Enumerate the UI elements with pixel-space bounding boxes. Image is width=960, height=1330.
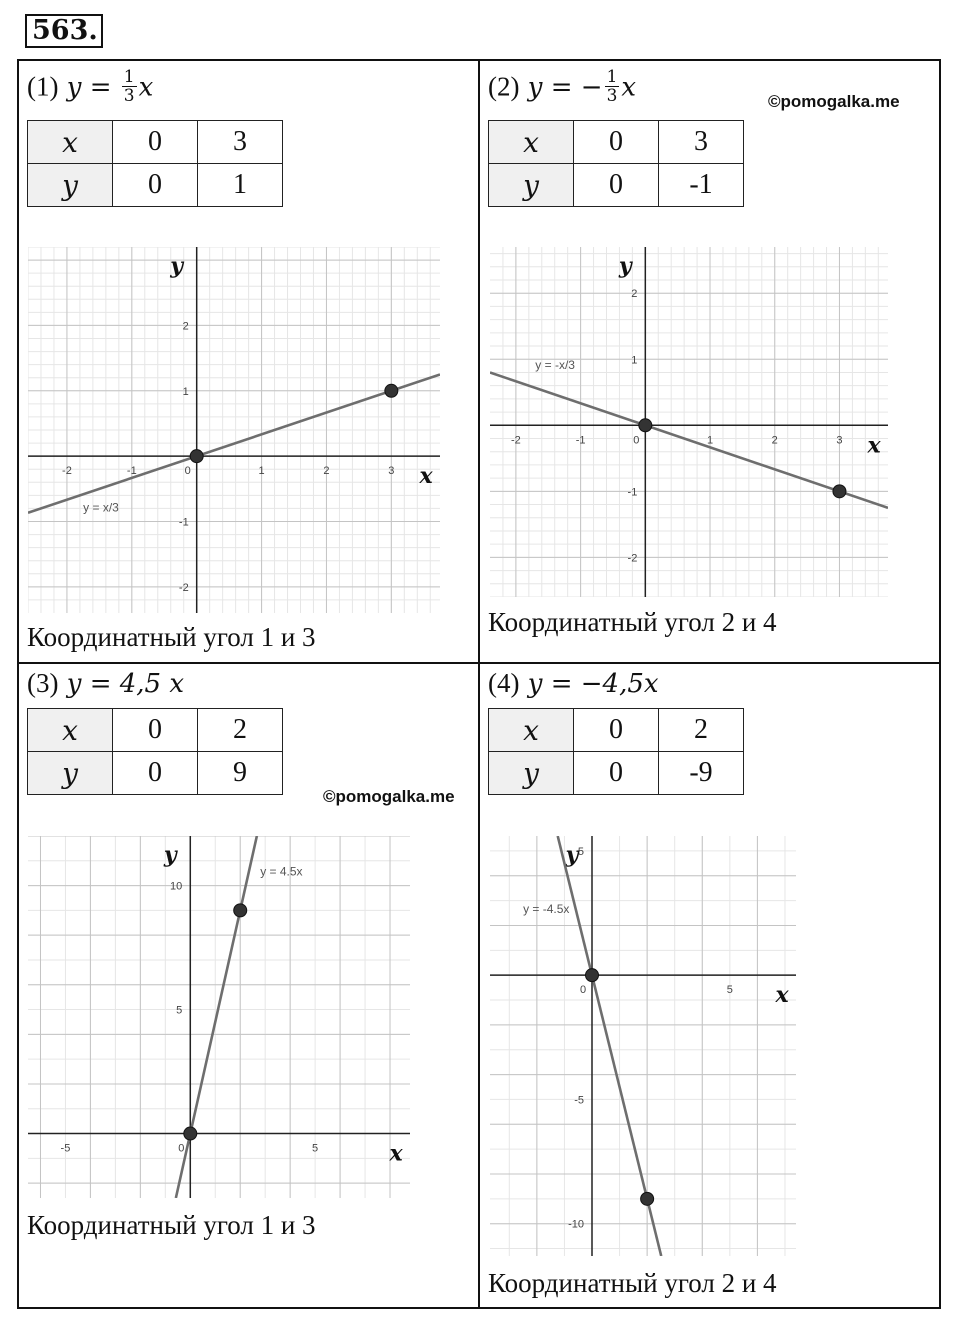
cell-1-frac-den: 3 [123, 86, 135, 106]
data-point [184, 1127, 197, 1140]
table-cell: 2 [659, 709, 744, 752]
function-line [490, 372, 888, 507]
y-tick-label: 2 [631, 288, 638, 301]
table-cell: 1 [198, 164, 283, 207]
y-tick-label: -5 [574, 1094, 584, 1107]
y-tick-label: 1 [631, 354, 638, 367]
minor-gridlines [28, 836, 410, 1198]
y-tick-label: 5 [577, 845, 584, 858]
x-tick-label: -1 [126, 465, 137, 478]
table-cell: 3 [198, 121, 283, 164]
cell-1-value-table [27, 120, 283, 207]
x-tick-label: -5 [60, 1142, 71, 1155]
data-point [190, 450, 203, 463]
y-axis-label: y [565, 842, 579, 868]
x-tick-label: 0 [579, 984, 587, 997]
table-row-x [489, 121, 744, 164]
table-cell: 0 [113, 709, 198, 752]
y-tick-label: -2 [627, 552, 638, 565]
cell-3-eq: y = 4,5 x [66, 669, 185, 699]
cell-2-frac-den: 3 [606, 86, 618, 106]
x-axis-label: x [775, 982, 789, 1009]
data-point [385, 384, 398, 397]
table-row-x [489, 709, 744, 752]
cell-1-graph [28, 247, 440, 613]
grid-horizontal-divider [17, 662, 941, 664]
data-point [234, 904, 247, 917]
y-tick-label: 2 [182, 320, 189, 333]
cell-3-value-table [27, 708, 283, 795]
table-cell: 0 [574, 164, 659, 207]
y-header: y [28, 752, 113, 795]
x-tick-label: 1 [258, 465, 265, 478]
major-gridlines [490, 836, 796, 1256]
cell-1-frac-num: 1 [123, 67, 135, 87]
watermark: ©pomogalka.me [323, 787, 455, 806]
table-cell: 0 [574, 709, 659, 752]
cell-2-eq-lhs: y = [527, 72, 581, 103]
cell-2-caption: Координатный угол 2 и 4 [488, 607, 777, 637]
table-row-y [28, 752, 283, 795]
x-tick-label: 5 [312, 1142, 319, 1155]
cell-2-frac-num: 1 [606, 67, 618, 87]
data-point [641, 1192, 654, 1205]
table-cell: 9 [198, 752, 283, 795]
y-header: y [489, 164, 574, 207]
x-tick-label: 0 [178, 1142, 185, 1155]
minor-gridlines [28, 247, 440, 613]
function-label: y = x/3 [83, 500, 119, 515]
x-tick-label: -1 [575, 434, 586, 447]
x-header: x [489, 121, 574, 164]
cell-3-graph [28, 836, 410, 1198]
major-gridlines [28, 836, 410, 1198]
table-row-x [28, 709, 283, 752]
cell-2-fraction [605, 68, 620, 105]
table-row-x [28, 121, 283, 164]
cell-4-value-table [488, 708, 744, 795]
data-point [639, 419, 652, 432]
problem-number: 563. [25, 14, 103, 48]
cell-2-graph [490, 247, 888, 597]
table-row-y [28, 164, 283, 207]
table-cell: 0 [574, 752, 659, 795]
table-cell: -1 [659, 164, 744, 207]
grid-vertical-divider [478, 59, 480, 1309]
cell-4-equation [488, 668, 659, 699]
x-header: x [28, 121, 113, 164]
watermark: ©pomogalka.me [768, 92, 900, 111]
minor-gridlines [490, 836, 796, 1256]
cell-1-caption: Координатный угол 1 и 3 [27, 622, 316, 652]
table-cell: -9 [659, 752, 744, 795]
x-axis-label: x [867, 432, 881, 459]
x-tick-label: 2 [771, 434, 778, 447]
cell-2-value-table [488, 120, 744, 207]
y-tick-label: 5 [176, 1004, 183, 1017]
table-cell: 0 [113, 164, 198, 207]
x-header: x [489, 709, 574, 752]
data-point [586, 969, 599, 982]
x-axis-label: x [419, 463, 433, 490]
cell-2-eq-rhs: x [621, 72, 637, 103]
table-cell: 2 [198, 709, 283, 752]
x-tick-label: 0 [184, 465, 191, 478]
cell-4-caption: Координатный угол 2 и 4 [488, 1268, 777, 1298]
table-row-y [489, 164, 744, 207]
y-axis-label: y [618, 253, 632, 279]
cell-1-eq-lhs: y = [66, 72, 120, 103]
cell-1-equation [27, 67, 154, 107]
y-header: y [489, 752, 574, 795]
x-tick-label: 3 [388, 465, 395, 478]
x-tick-label: 0 [633, 434, 640, 447]
cell-4-graph [490, 836, 796, 1256]
table-cell: 3 [659, 121, 744, 164]
x-tick-label: 2 [323, 465, 330, 478]
cell-1-number: (1) [27, 71, 59, 102]
y-tick-label: -2 [178, 581, 189, 594]
cell-1-eq-rhs: x [138, 72, 154, 103]
cell-1-fraction [122, 68, 137, 105]
y-axis-label: y [170, 253, 184, 279]
cell-2-number: (2) [488, 71, 520, 102]
x-tick-label: 5 [726, 984, 733, 997]
y-tick-label: -1 [627, 486, 638, 499]
cell-3-caption: Координатный угол 1 и 3 [27, 1210, 316, 1240]
cell-2-equation [488, 67, 637, 107]
x-tick-label: -2 [510, 434, 521, 447]
x-tick-label: -2 [62, 465, 72, 478]
table-row-y [489, 752, 744, 795]
table-cell: 0 [113, 121, 198, 164]
y-header: y [28, 164, 113, 207]
cell-4-eq: y = −4,5x [527, 669, 659, 699]
function-label: y = -x/3 [535, 358, 575, 373]
function-line [176, 836, 257, 1198]
y-tick-label: 10 [170, 880, 183, 893]
cell-2-eq-sign: − [580, 72, 603, 103]
cell-4-number: (4) [488, 668, 520, 698]
y-axis-label: y [163, 842, 177, 868]
x-axis-label: x [389, 1140, 403, 1167]
cell-3-number: (3) [27, 668, 59, 698]
x-tick-label: 3 [836, 434, 843, 447]
minor-gridlines [490, 247, 888, 597]
function-label: y = -4.5x [523, 902, 570, 917]
y-tick-label: -10 [568, 1218, 584, 1231]
table-cell: 0 [574, 121, 659, 164]
table-cell: 0 [113, 752, 198, 795]
x-tick-label: 1 [706, 434, 714, 447]
function-label: y = 4.5x [260, 864, 303, 879]
y-tick-label: 1 [182, 385, 189, 398]
x-header: x [28, 709, 113, 752]
cell-3-equation [27, 668, 184, 699]
data-point [833, 485, 846, 498]
y-tick-label: -1 [178, 516, 189, 529]
